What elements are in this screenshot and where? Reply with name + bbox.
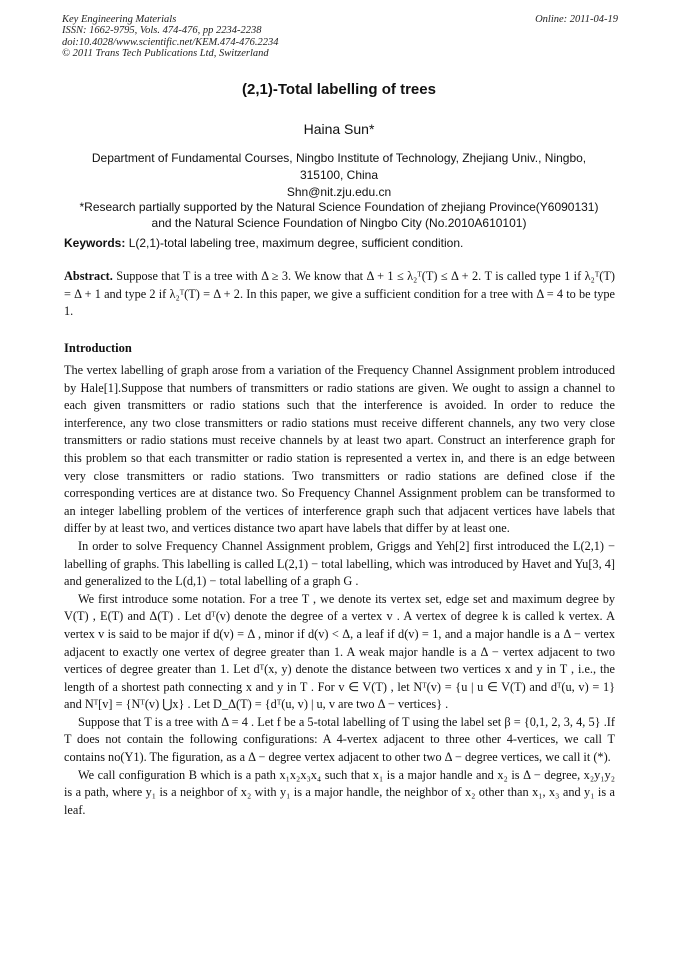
abstract [64,268,615,321]
paragraph: The vertex labelling of graph arose from a variation of the Frequency Channel Assignment problem introduced by Hale[1].Suppose that numbers of transmitters or radio stations are given. We ought to assign a channel to each given transmitters or radio stations such that the interference is avoided. In order to reduce the interference, any two close transmitters or radio stations must receive different channels, any two very close transmitters or radio stations must receive channels by at least two apart. Construct an interference graph for this problem so that each transmitter or radio station is represented a vertex in, and there is an edge between very close transmitters or radio stations. Two transmitters or radio stations are defined close if the corresponding vertices are at distance two. So Frequency Channel Assignment problem can be transformed to an integer labelling problem of the vertices of interference graph such that adjacent vertices have labels that differ by at least two, and vertices distance two apart have labels that differ by at least one. [64,363,615,536]
affiliation: Department of Fundamental Courses, Ningbo Institute of Technology, Zhejiang Univ., Ningbo, 315100, China [91,151,587,182]
issn-line: ISSN: 1662-9795, Vols. 474-476, pp 2234-2238 [62,25,262,37]
author-name: Haina Sun* [303,121,375,137]
paragraph: We call configuration B which is a path x₁x₂x₃x₄ such that x₁ is a major handle and x₂ is Δ − degree, x₂y₁y₂ is a path, where y₁ is a neighbor of x₂ with y₁ is a major handle, the neighbor of x₂ other than x₁, x₃ and y₁ is a leaf. [64,767,615,817]
author-email: Shn@nit.zju.edu.cn [286,185,392,199]
funding-line-1: *Research partially supported by the Natural Science Foundation of zhejiang Province(Y6090131) [79,200,599,214]
keywords-text: L(2,1)-total labeling tree, maximum degree, sufficient condition. [128,236,464,250]
online-date: Online: 2011-04-19 [535,14,618,25]
keywords-label: Keywords: [64,236,126,250]
paragraph: Suppose that T is a tree with Δ = 4 . Let f be a 5-total labelling of T using the label set β = {0,1, 2, 3, 4, 5} .If T does not contain the following configurations: A 4-vertex adjacent to three other 4-vertices, we call T contains no(Y1). The figuration, as a Δ − degree vertex adjacent to other two Δ − degree vertices, we call it (*). [64,714,615,765]
copyright-line: © 2011 Trans Tech Publications Ltd, Switzerland [62,48,269,60]
introduction-body [64,362,615,819]
journal-name: Key Engineering Materials [62,14,177,25]
funding-line-2: and the Natural Science Foundation of Ningbo City (No.2010A610101) [151,215,527,230]
abstract-text: Suppose that T is a tree with Δ ≥ 3. We know that Δ + 1 ≤ λ₂ᵀ(T) ≤ Δ + 2. T is called type 1 if λ₂ᵀ(T) = Δ + 1 and type 2 if λ₂ᵀ(T) = Δ + 2. In this paper, we give a sufficient condition for a tree with Δ = 4 to be type 1. [64,269,615,319]
funding-note [56,200,622,231]
section-heading-introduction: Introduction [64,341,132,355]
paper-title: (2,1)-Total labelling of trees [242,81,436,98]
paragraph: In order to solve Frequency Channel Assignment problem, Griggs and Yeh[2] first introduced the L(2,1) − labelling of graphs. This labelling is called L(2,1) − total labelling, which was introduced by Havet and Yu[3, 4] and generalized to the L(d,1) − total labelling of a graph G . [64,538,615,589]
paragraph: We first introduce some notation. For a tree T , we denote its vertex set, edge set and maximum degree by V(T) , E(T) and Δ(T) . Let dᵀ(v) denote the degree of a vertex v . A vertex of degree k is called k vertex. A vertex v is said to be major if d(v) = Δ , minor if d(v) < Δ, a leaf if d(v) = 1, and a major handle is a Δ − vertex adjacent to exactly one vertex of degree greater than 1. A weak major handle is a Δ − vertex adjacent to two vertices of degree greater than 1. Let dᵀ(x, y) denote the distance between two vertices x and y in T , i.e., the length of a shortest path connecting x and y in T . For v ∈ V(T) , let Nᵀ(v) = {u | u ∈ V(T) and dᵀ(u, v) = 1} and Nᵀ[v] = {Nᵀ(v) ⋃x} . Let D_Δ(T) = {dᵀ(u, v) | u, v are two Δ − vertices} . [64,591,615,712]
keywords [64,236,620,250]
abstract-label: Abstract. [64,269,113,283]
journal-header [62,14,618,60]
doi-line: doi:10.4028/www.scientific.net/KEM.474-476.2234 [62,36,279,48]
